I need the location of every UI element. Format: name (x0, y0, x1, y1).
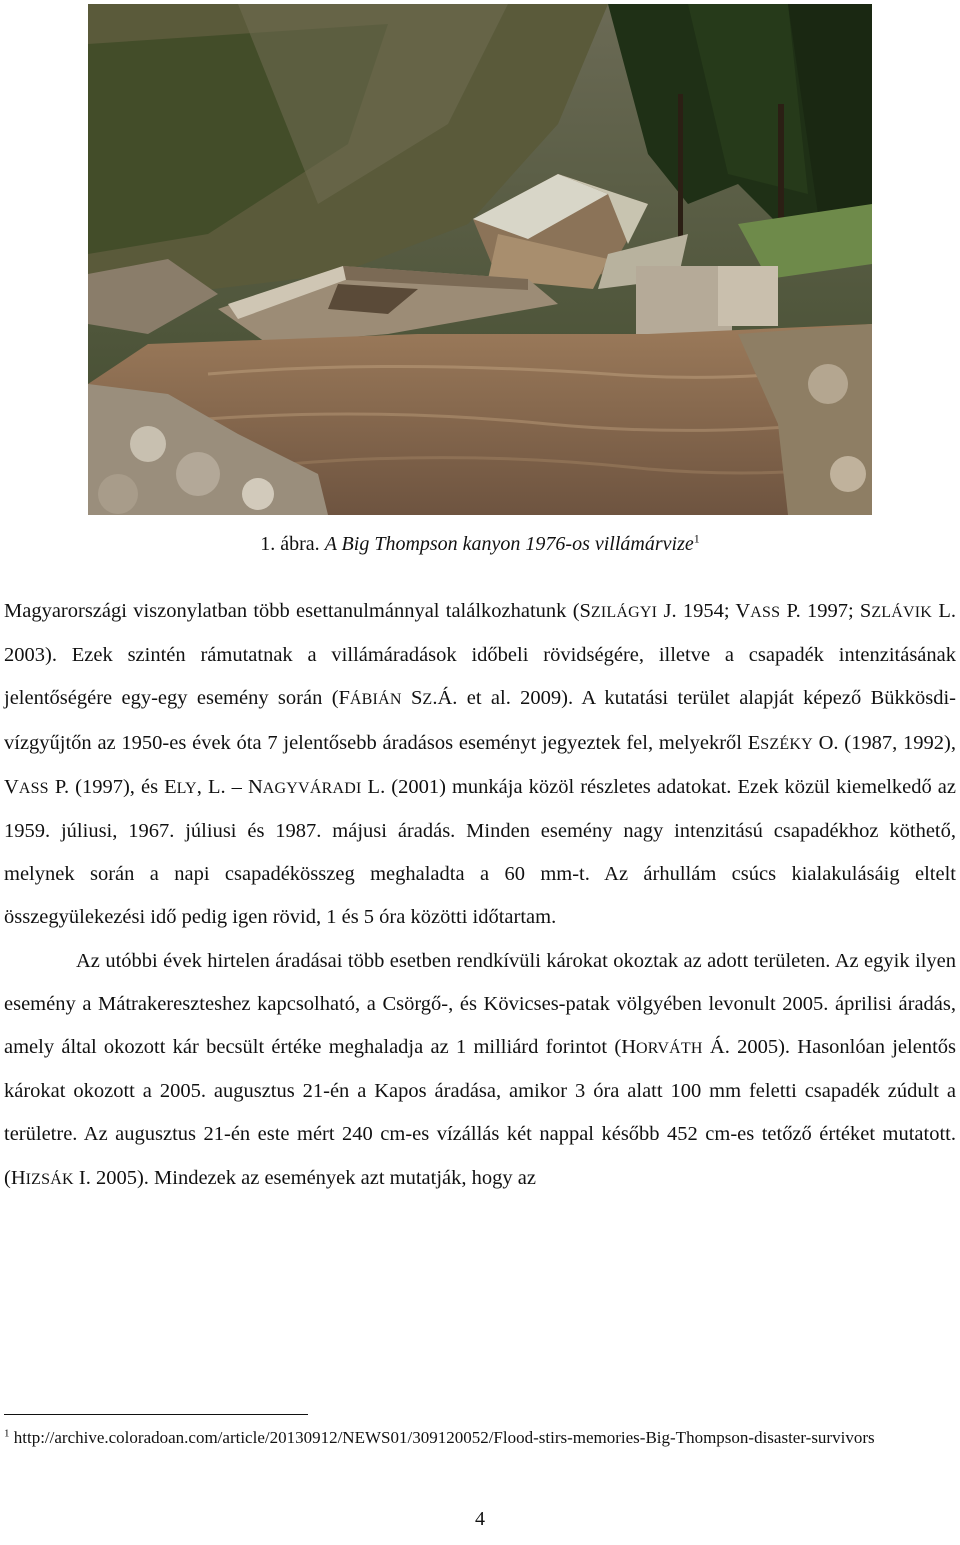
figure-caption (0, 530, 960, 558)
author-name: ASS (750, 604, 781, 621)
author-name: ZLÁVIK (871, 604, 933, 621)
author-name: IZSÁK (25, 1170, 74, 1188)
text-run: , L. – N (196, 775, 263, 798)
author-name: ORVÁTH (636, 1040, 703, 1058)
author-name: ZILÁGYI (590, 604, 658, 621)
page-number: 4 (475, 1508, 485, 1530)
author-name: ÁBIÁN (349, 691, 402, 709)
footnote-number: 1 (4, 1427, 10, 1440)
caption-text: A Big Thompson kanyon 1976-os villámárvize (324, 533, 694, 555)
text-run: Á. 2005). Hasonlóan jelentős károkat okozott a 2005. augusztus 21-én a Kapos áradása, amikor 3 óra alatt 100 mm feletti csapadék zúdult a területre. Az augusztus 21-én este mért 240 cm-es vízállás két nappal később 452 cm-es tetőző értéket mutatott. (H (4, 1036, 956, 1189)
paragraph-1 (4, 590, 956, 940)
text-run: .Á. et al. 2009). A kutatási terület alapját képező Bükkösdi-vízgyűjtőn az 1950-es évek óta 7 jelentősebb áradásos eseményt jegyeztek fel, melyekről E (4, 687, 956, 754)
text-run: Az utóbbi évek hirtelen áradásai több esetben rendkívüli károkat okoztak az adott területen. Az egyik ilyen esemény a Mátrakereszteshez kapcsolható, a Csörgő-, és Kövicses-patak völgyében levonult 2005. áprilisi áradás, amely által okozott kár becsült értéke meghaladja az 1 milliárd forintot (H (4, 949, 956, 1059)
caption-number: 1. ábra. (260, 533, 320, 555)
body-text (4, 590, 956, 1201)
footnote-link[interactable]: http://archive.coloradoan.com/article/20130912/NEWS01/309120052/Flood-stirs-memories-Big-Thompson-disaster-survivors (13, 1428, 875, 1447)
text-run: L. (2001) munkája közöl részletes adatokat. Ezek közül kiemelkedő az 1959. júliusi, 1967. júliusi és 1987. májusi áradás. Minden esemény nagy intenzitású csapadékhoz köthető, melynek során a napi csapadékösszeg meghaladta a 60 mm-t. Az árhullám csúcs kialakulásáig eltelt összegyülekezési idő pedig igen rövid, 1 és 5 óra közötti időtartam. (4, 775, 956, 929)
text-run: O. (1987, 1992), V (4, 731, 956, 798)
flood-photo (88, 4, 872, 515)
text-run: L. 2003). Ezek szintén rámutatnak a villámáradások időbeli rövidségére, illetve a csapadék intenzitásának jelentőségére egy-egy esemény során (F (4, 600, 956, 710)
flood-photo-illustration (88, 4, 872, 515)
text-run: Magyarországi viszonylatban több esettanulmánnyal találkozhatunk (S (4, 600, 591, 622)
footnote (4, 1426, 954, 1450)
author-name: ASS (18, 779, 49, 797)
footnote-separator (4, 1414, 308, 1415)
author-name: LY (176, 779, 197, 797)
author-name: SZÉKY (760, 735, 813, 753)
text-run: P. 1997; S (780, 600, 872, 622)
text-run: P. (1997), és E (48, 775, 177, 798)
author-name: AGYVÁRADI (262, 779, 362, 797)
text-run: J. 1954; V (657, 600, 751, 622)
author-name: Z (422, 691, 433, 709)
text-run: I. 2005). Mindezek az események azt mutatják, hogy az (73, 1166, 536, 1189)
text-run: S (401, 687, 423, 710)
paragraph-2 (4, 940, 956, 1201)
caption-footnote-ref: 1 (693, 531, 700, 546)
